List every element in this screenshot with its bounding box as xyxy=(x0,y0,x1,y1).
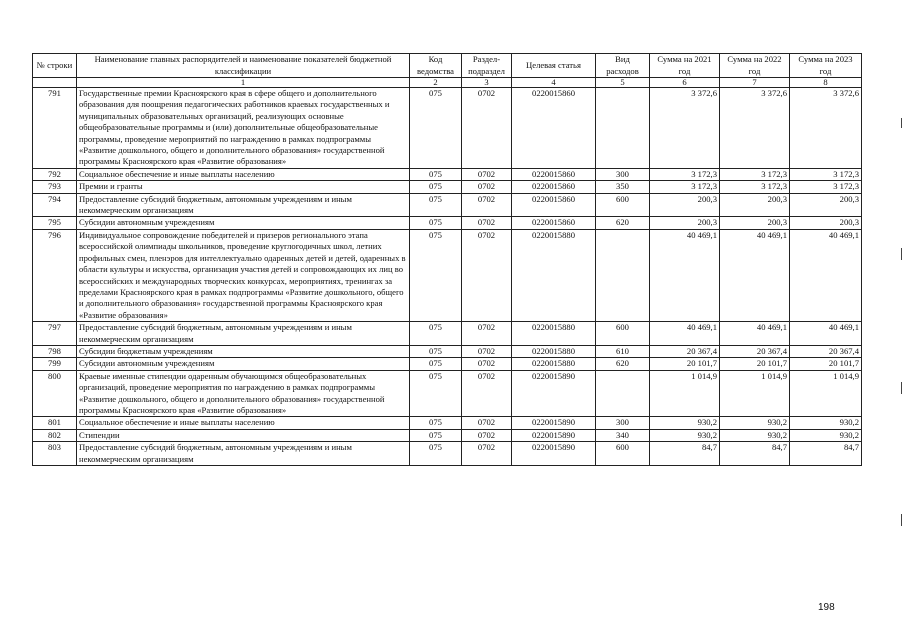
sum-2022-cell: 3 372,6 xyxy=(720,88,790,169)
header-subsection: Раздел-подраздел xyxy=(462,54,512,78)
target-item-cell: 0220015880 xyxy=(512,322,596,346)
row-name-cell: Премии и гранты xyxy=(77,181,410,193)
sum-2023-cell: 40 469,1 xyxy=(790,322,862,346)
sum-2021-cell: 20 367,4 xyxy=(650,345,720,357)
column-number-row xyxy=(33,78,862,88)
row-number-cell: 792 xyxy=(33,168,77,180)
subsection-cell: 0702 xyxy=(462,181,512,193)
expense-type-cell: 600 xyxy=(596,193,650,217)
table-row xyxy=(33,217,862,229)
subsection-cell: 0702 xyxy=(462,229,512,321)
sum-2021-cell: 930,2 xyxy=(650,429,720,441)
sum-2021-cell: 3 372,6 xyxy=(650,88,720,169)
dept-code-cell: 075 xyxy=(410,88,462,169)
column-number: 2 xyxy=(410,78,462,88)
row-name-cell: Социальное обеспечение и иные выплаты населению xyxy=(77,417,410,429)
expense-type-cell: 620 xyxy=(596,358,650,370)
scan-edge-mark xyxy=(901,248,902,260)
expense-type-cell: 610 xyxy=(596,345,650,357)
sum-2021-cell: 1 014,9 xyxy=(650,370,720,417)
header-sum-2023: Сумма на 2023 год xyxy=(790,54,862,78)
row-number-cell: 799 xyxy=(33,358,77,370)
header-name: Наименование главных распорядителей и наименование показателей бюджетной классификации xyxy=(77,54,410,78)
dept-code-cell: 075 xyxy=(410,370,462,417)
scan-edge-mark xyxy=(901,514,902,526)
table-body xyxy=(33,88,862,466)
header-sum-2021: Сумма на 2021 год xyxy=(650,54,720,78)
sum-2021-cell: 40 469,1 xyxy=(650,322,720,346)
table-row xyxy=(33,88,862,169)
scan-edge-mark xyxy=(901,118,902,128)
column-number: 6 xyxy=(650,78,720,88)
expense-type-cell xyxy=(596,229,650,321)
row-name-cell: Предоставление субсидий бюджетным, автономным учреждениям и иным некоммерческим организациям xyxy=(77,322,410,346)
sum-2021-cell: 84,7 xyxy=(650,442,720,466)
sum-2023-cell: 40 469,1 xyxy=(790,229,862,321)
table-row xyxy=(33,429,862,441)
dept-code-cell: 075 xyxy=(410,442,462,466)
subsection-cell: 0702 xyxy=(462,88,512,169)
page-number: 198 xyxy=(818,602,835,613)
sum-2023-cell: 3 172,3 xyxy=(790,168,862,180)
dept-code-cell: 075 xyxy=(410,358,462,370)
sum-2022-cell: 20 367,4 xyxy=(720,345,790,357)
row-number-cell: 803 xyxy=(33,442,77,466)
dept-code-cell: 075 xyxy=(410,322,462,346)
target-item-cell: 0220015860 xyxy=(512,217,596,229)
scan-edge-mark xyxy=(901,382,902,394)
row-name-cell: Стипендии xyxy=(77,429,410,441)
dept-code-cell: 075 xyxy=(410,181,462,193)
sum-2023-cell: 930,2 xyxy=(790,417,862,429)
row-name-cell: Субсидии автономным учреждениям xyxy=(77,217,410,229)
expense-type-cell xyxy=(596,88,650,169)
row-number-cell: 800 xyxy=(33,370,77,417)
subsection-cell: 0702 xyxy=(462,370,512,417)
sum-2021-cell: 3 172,3 xyxy=(650,168,720,180)
expense-type-cell: 350 xyxy=(596,181,650,193)
sum-2023-cell: 3 172,3 xyxy=(790,181,862,193)
sum-2022-cell: 40 469,1 xyxy=(720,322,790,346)
dept-code-cell: 075 xyxy=(410,429,462,441)
row-number-cell: 793 xyxy=(33,181,77,193)
dept-code-cell: 075 xyxy=(410,168,462,180)
table-header-row xyxy=(33,54,862,78)
target-item-cell: 0220015880 xyxy=(512,229,596,321)
target-item-cell: 0220015860 xyxy=(512,181,596,193)
sum-2023-cell: 200,3 xyxy=(790,217,862,229)
table-row xyxy=(33,229,862,321)
row-number-cell: 802 xyxy=(33,429,77,441)
expense-type-cell: 600 xyxy=(596,322,650,346)
sum-2022-cell: 3 172,3 xyxy=(720,181,790,193)
header-dept-code: Код ведомства xyxy=(410,54,462,78)
row-number-cell: 795 xyxy=(33,217,77,229)
dept-code-cell: 075 xyxy=(410,229,462,321)
target-item-cell: 0220015880 xyxy=(512,345,596,357)
sum-2022-cell: 200,3 xyxy=(720,193,790,217)
row-number-cell: 797 xyxy=(33,322,77,346)
subsection-cell: 0702 xyxy=(462,345,512,357)
target-item-cell: 0220015890 xyxy=(512,417,596,429)
row-number-cell: 796 xyxy=(33,229,77,321)
row-number-cell: 794 xyxy=(33,193,77,217)
sum-2021-cell: 20 101,7 xyxy=(650,358,720,370)
sum-2021-cell: 930,2 xyxy=(650,417,720,429)
row-number-cell: 801 xyxy=(33,417,77,429)
subsection-cell: 0702 xyxy=(462,168,512,180)
row-name-cell: Краевые именные стипендии одаренным обучающимся общеобразовательных организаций, проведение мероприятия по награждению в рамках подпрограммы «Развитие дошкольного, общего и дополнительного образования» государственной программы Красноярского края «Развитие образования» xyxy=(77,370,410,417)
expense-type-cell: 620 xyxy=(596,217,650,229)
sum-2023-cell: 200,3 xyxy=(790,193,862,217)
target-item-cell: 0220015890 xyxy=(512,370,596,417)
expense-type-cell xyxy=(596,370,650,417)
target-item-cell: 0220015860 xyxy=(512,193,596,217)
dept-code-cell: 075 xyxy=(410,345,462,357)
table-row xyxy=(33,168,862,180)
dept-code-cell: 075 xyxy=(410,417,462,429)
row-name-cell: Государственные премии Красноярского края в сфере общего и дополнительного образования для поощрения педагогических работников краевых государственных и муниципальных образовательных организаций, реализующих основные общеобразовательные программы и (или) дополнительные общеобразовательные программы, проведение мероприятий по награждению в рамках подпрограммы «Развитие дошкольного, общего и дополнительного образования» государственной программы Красноярского края «Развитие образования» xyxy=(77,88,410,169)
target-item-cell: 0220015890 xyxy=(512,442,596,466)
table-row xyxy=(33,181,862,193)
expense-type-cell: 300 xyxy=(596,417,650,429)
row-name-cell: Предоставление субсидий бюджетным, автономным учреждениям и иным некоммерческим организациям xyxy=(77,442,410,466)
sum-2022-cell: 200,3 xyxy=(720,217,790,229)
table-row xyxy=(33,442,862,466)
target-item-cell: 0220015890 xyxy=(512,429,596,441)
row-name-cell: Субсидии бюджетным учреждениям xyxy=(77,345,410,357)
sum-2023-cell: 1 014,9 xyxy=(790,370,862,417)
header-target-item: Целевая статья xyxy=(512,54,596,78)
dept-code-cell: 075 xyxy=(410,217,462,229)
table-row xyxy=(33,345,862,357)
sum-2023-cell: 20 101,7 xyxy=(790,358,862,370)
sum-2023-cell: 930,2 xyxy=(790,429,862,441)
table-row xyxy=(33,358,862,370)
row-name-cell: Индивидуальное сопровождение победителей и призеров регионального этапа всероссийской олимпиады школьников, проведение круглогодичных школ, летних профильных смен, пленэров для интеллектуально одаренных детей и детей, одаренных в области культуры и искусства, организация участия детей и сопровождающих их лиц во всероссийских и международных творческих конкурсах, мероприятиях, тренингах за пределами Красноярского края в рамках подпрограммы «Развитие дошкольного, общего и дополнительного образования» государственной программы Красноярского края «Развитие образования» xyxy=(77,229,410,321)
subsection-cell: 0702 xyxy=(462,322,512,346)
sum-2021-cell: 200,3 xyxy=(650,193,720,217)
table-row xyxy=(33,417,862,429)
expense-type-cell: 340 xyxy=(596,429,650,441)
expense-type-cell: 300 xyxy=(596,168,650,180)
column-number: 5 xyxy=(596,78,650,88)
row-number-cell: 798 xyxy=(33,345,77,357)
target-item-cell: 0220015860 xyxy=(512,88,596,169)
sum-2022-cell: 40 469,1 xyxy=(720,229,790,321)
header-sum-2022: Сумма на 2022 год xyxy=(720,54,790,78)
subsection-cell: 0702 xyxy=(462,217,512,229)
column-number: 3 xyxy=(462,78,512,88)
subsection-cell: 0702 xyxy=(462,193,512,217)
sum-2021-cell: 40 469,1 xyxy=(650,229,720,321)
row-name-cell: Социальное обеспечение и иные выплаты населению xyxy=(77,168,410,180)
header-expense-type: Вид расходов xyxy=(596,54,650,78)
column-number xyxy=(33,78,77,88)
subsection-cell: 0702 xyxy=(462,442,512,466)
header-row-number: № строки xyxy=(33,54,77,78)
subsection-cell: 0702 xyxy=(462,358,512,370)
sum-2022-cell: 1 014,9 xyxy=(720,370,790,417)
sum-2022-cell: 930,2 xyxy=(720,417,790,429)
sum-2023-cell: 20 367,4 xyxy=(790,345,862,357)
sum-2021-cell: 200,3 xyxy=(650,217,720,229)
budget-table xyxy=(32,53,862,466)
sum-2023-cell: 84,7 xyxy=(790,442,862,466)
sum-2022-cell: 930,2 xyxy=(720,429,790,441)
column-number: 7 xyxy=(720,78,790,88)
column-number: 1 xyxy=(77,78,410,88)
subsection-cell: 0702 xyxy=(462,429,512,441)
dept-code-cell: 075 xyxy=(410,193,462,217)
table-row xyxy=(33,370,862,417)
target-item-cell: 0220015880 xyxy=(512,358,596,370)
row-name-cell: Предоставление субсидий бюджетным, автономным учреждениям и иным некоммерческим организациям xyxy=(77,193,410,217)
table-row xyxy=(33,193,862,217)
sum-2022-cell: 20 101,7 xyxy=(720,358,790,370)
target-item-cell: 0220015860 xyxy=(512,168,596,180)
row-number-cell: 791 xyxy=(33,88,77,169)
sum-2022-cell: 3 172,3 xyxy=(720,168,790,180)
expense-type-cell: 600 xyxy=(596,442,650,466)
column-number: 4 xyxy=(512,78,596,88)
subsection-cell: 0702 xyxy=(462,417,512,429)
sum-2021-cell: 3 172,3 xyxy=(650,181,720,193)
table-row xyxy=(33,322,862,346)
sum-2022-cell: 84,7 xyxy=(720,442,790,466)
sum-2023-cell: 3 372,6 xyxy=(790,88,862,169)
row-name-cell: Субсидии автономным учреждениям xyxy=(77,358,410,370)
column-number: 8 xyxy=(790,78,862,88)
